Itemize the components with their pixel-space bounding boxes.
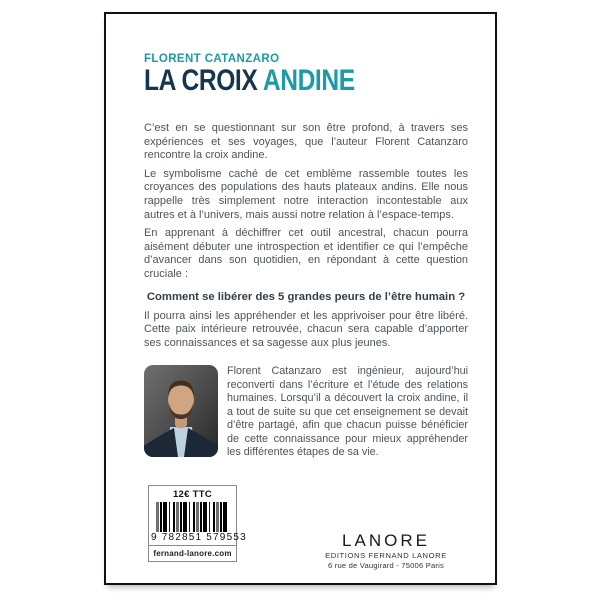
back-cover-copy [144,122,468,350]
isbn-number: 9 782851 579553 [151,532,247,543]
key-question: Comment se libérer des 5 grandes peurs de l’être humain ? [146,290,466,303]
author-section [144,365,468,460]
author-bio: Florent Catanzaro est ingénieur, aujourd’hui reconverti dans l’écriture et l’étude des relations humaines. Lorsqu’il a découvert la croix andine, il a tout de suite su que cet enseignement se devait d’être partagé, afin que chacun puisse bénéficier de cette connaissance pour mieux appréhender les différentes étapes de sa vie. [227,365,468,459]
book-back-cover [104,12,497,585]
price-label: 12€ TTC [172,489,213,500]
paragraph-symbolism: Le symbolisme caché de cet emblème rassemble toutes les croyances des populations des hauts plateaux andins. Elle nous rappelle très simplement notre interaction incontestable aux autres et à l’univers, mais aussi notre relation à l’espace-temps. [144,167,468,221]
paragraph-intro: C’est en se questionnant sur son être profond, à travers ses expériences et ses voyages, que l’auteur Florent Catanzaro rencontre la croix andine. [144,122,468,162]
author-photo [144,365,218,457]
book-title-main: LA CROIX [144,64,263,97]
paragraph-conclusion: Il pourra ainsi les appréhender et les apprivoiser pour être libéré. Cette paix intérieure retrouvée, chacun sera capable d’apporter ses connaissances et sa sagesse aux plus jeunes. [144,309,468,349]
author-name-header: FLORENT CATANZARO [144,53,280,65]
barcode-bars [156,502,229,535]
publisher-block [301,532,471,570]
publisher-logo-text: LANORE [342,531,430,551]
author-portrait-graphic [144,365,218,457]
paragraph-learning: En apprenant à déchiffrer cet outil ancestral, chacun pourra aisément débuter une introspection et identifier ce qui l’empêche d’avancer dans son quotidien, en répondant à cette question cruciale : [144,227,468,280]
book-title-accent: ANDINE [262,64,355,97]
book-title [144,66,410,96]
publisher-address-line: 6 rue de Vaugirard - 75006 Paris [327,561,444,570]
barcode-box [148,485,247,562]
publisher-website: fernand-lanore.com [149,545,236,561]
publisher-editions-line: EDITIONS FERNAND LANORE [325,551,447,560]
